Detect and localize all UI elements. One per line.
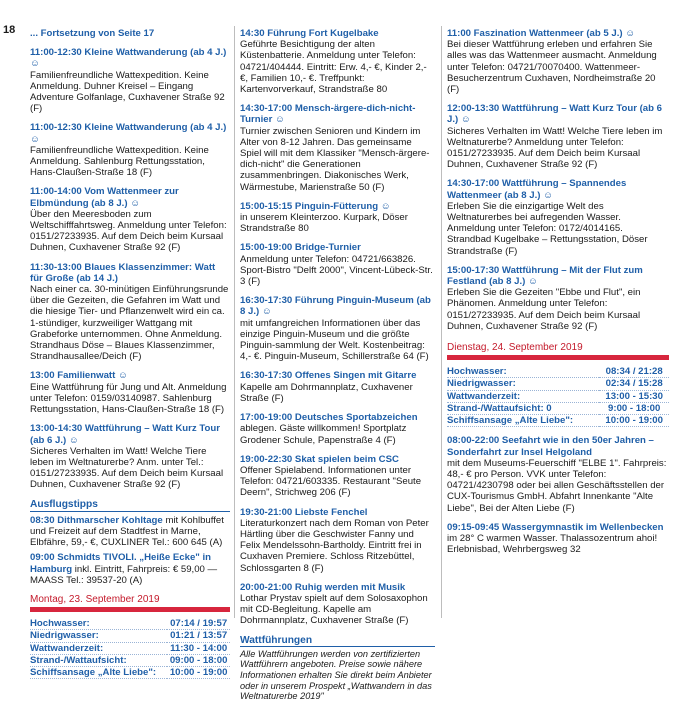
event-entry — [447, 522, 669, 556]
event-body: Über den Meeresboden zum Weltschifffahrtsweg. Anmeldung unter Telefon: 0151/27233935. Auf dem Deich beim Kursaal Duhnen, Cuxhavener Straße 92 (F) — [30, 208, 227, 254]
event-title: 11:30-13:00 Blaues Klassenzimmer: Watt für Große (ab 14 J.) — [30, 261, 216, 284]
event-entry — [240, 103, 435, 193]
watt-heading: Wattführungen — [240, 635, 435, 647]
tide-row — [30, 642, 230, 654]
event-entry — [240, 454, 435, 499]
tide-value: 9:00 - 18:00 — [599, 402, 669, 414]
tide-value: 08:34 / 21:28 — [599, 366, 669, 378]
tide-label: Niedrigwasser: — [30, 630, 167, 642]
tide-row — [447, 366, 669, 378]
event-title: 17:00-19:00 Deutsches Sportabzeichen — [240, 412, 418, 424]
event-body: Nach einer ca. 30-minütigen Einführungsrunde über die Gezeiten, die Gefahren im Watt und die hiesige Tier- und Pflanzenwelt wird ein ca. 1-stündiger, kurzweiliger Wattgang mit Grabeforke unternommen. Ohne Anmeldung. Strandhaus Döse – Blaues Klassenzimmer, Strandhausallee/Deich (F) — [30, 284, 229, 363]
event-entry — [447, 435, 669, 513]
tip-body: inkl. Eintritt, Fahrpreis: € 59,00 —MAASS Tel.: 39537-20 (A) — [30, 563, 218, 586]
event-entry — [240, 507, 435, 574]
event-entry — [240, 412, 435, 446]
tide-label: Schiffsansage „Alte Liebe": — [447, 415, 599, 427]
event-title: 14:30-17:00 Mensch-ärgere-dich-nicht-Turnier ☺ — [240, 103, 416, 126]
event-entry — [30, 186, 230, 253]
tide-value: 13:00 - 15:30 — [599, 390, 669, 402]
tide-row — [30, 618, 230, 630]
tide-label: Strand-/Wattaufsicht: 0 — [447, 402, 599, 414]
event-body: Familienfreundliche Wattexpedition. Keine Anmeldung. Sahlenburg Rettungsstation, Hans-Claußen-Straße 18 (F) — [30, 144, 209, 179]
column-1 — [30, 28, 230, 679]
event-title: 11:00-14:00 Vom Wattenmeer zur Elbmündung (ab 8 J.) ☺ — [30, 186, 179, 209]
event-entry — [240, 582, 435, 627]
event-entry — [30, 370, 230, 415]
event-entry — [447, 178, 669, 256]
event-body: Erleben Sie die einzigartige Welt des Weltnaturerbes bei aufregenden Wasser. Anmeldung unter Telefon: 0172/4014165. Strandbad Kugelbake – Rettungsstation, Döser Strandstraße (F) — [447, 200, 648, 257]
event-entry — [30, 47, 230, 114]
column-3 — [447, 28, 669, 563]
event-body: Anmeldung unter Telefon: 04721/663826. Sport-Bistro "Delft 2000", Vincent-Lübeck-Str. 3 (F) — [240, 253, 433, 288]
tide-value: 07:14 / 19:57 — [167, 618, 230, 630]
event-entry — [447, 103, 669, 170]
tide-row — [30, 630, 230, 642]
event-title: 14:30 Führung Fort Kugelbake — [240, 28, 379, 39]
event-title: 11:00-12:30 Kleine Wattwanderung (ab 4 J.) ☺ — [30, 47, 227, 70]
tide-value: 09:00 - 18:00 — [167, 654, 230, 666]
tide-table — [30, 618, 230, 679]
event-body: Offener Spielabend. Informationen unter Telefon: 04721/603335. Restaurant "Seute Deern", Strichweg 206 (F) — [240, 464, 422, 499]
page-number: 18 — [3, 24, 16, 36]
tide-row — [447, 390, 669, 402]
event-body: mit dem Museums-Feuerschiff "ELBE 1". Fahrpreis: 48,- € pro Person. VVK unter Telefon: 04721/4230798 oder bei allen Geschäftsstellen der CUX-Tourismus GmbH. Abfahrt Innenkante "Alte Liebe", Bei der Alten Liebe (F) — [447, 457, 667, 514]
watt-note: Alle Wattführungen werden von zertifizierten Wattführern angeboten. Preise sowie nähere Informationen erhalten Sie direkt beim Anbieter oder in unserem Prospekt „Wattwandern in das Weltnaturerbe 2019" — [240, 648, 432, 702]
event-body: Lothar Prystav spielt auf dem Solosaxophon mit CD-Begleitung. Kapelle am Dohrmannplatz, Cuxhavener Straße (F) — [240, 592, 428, 627]
event-entry — [447, 28, 669, 95]
tide-label: Schiffsansage „Alte Liebe": — [30, 666, 167, 678]
tide-row — [447, 415, 669, 427]
event-title: 14:30-17:00 Wattführung – Spannendes Wattenmeer (ab 8 J.) ☺ — [447, 178, 627, 201]
event-body: Sicheres Verhalten im Watt! Welche Tiere leben im Weltnaturerbe? Anmeldung unter Telefon: 0151/27233935. Auf dem Deich beim Kursaal Duhnen, Cuxhavener Straße 92 (F) — [447, 125, 663, 171]
tide-value: 01:21 / 13:57 — [167, 630, 230, 642]
event-entry — [240, 370, 435, 404]
event-title: 12:00-13:30 Wattführung – Watt Kurz Tour (ab 6 J.) ☺ — [447, 103, 662, 126]
event-title: 15:00-19:00 Bridge-Turnier — [240, 242, 361, 254]
event-body: mit umfangreichen Informationen über das einzige Pinguin-Museum und die größte Pinguin-sammlung der Welt. Kostenbeitrag: 4,- €. Pinguin-Museum, Schillerstraße 64 (F) — [240, 317, 429, 363]
event-entry — [240, 201, 435, 235]
event-title: 19:00-22:30 Skat spielen beim CSC — [240, 453, 399, 465]
continuation-note: ... Fortsetzung von Seite 17 — [30, 28, 155, 39]
event-title: 11:00-12:30 Kleine Wattwanderung (ab 4 J.) ☺ — [30, 122, 227, 145]
event-body: Literaturkonzert nach dem Roman von Peter Härtling über die Geschwister Fanny und Felix Mendelssohn-Bartholdy. Eintritt frei in Cuxhaven Premiere. Schloss Ritzebüttel, Schlossgarten 8 (F) — [240, 517, 429, 574]
tide-row — [447, 378, 669, 390]
tide-label: Niedrigwasser: — [447, 378, 599, 390]
tip-title: 09:00 Schmidts TIVOLI. „Heiße Ecke" in Hamburg — [30, 552, 212, 575]
tide-table — [447, 366, 669, 427]
event-title: 20:00-21:00 Ruhig werden mit Musik — [240, 581, 406, 593]
tip-title: 08:30 Dithmarscher Kohltage — [30, 514, 163, 526]
event-title: 13:00 Familienwatt ☺ — [30, 370, 128, 382]
event-title: 16:30-17:30 Führung Pinguin-Museum (ab 8 J.) ☺ — [240, 295, 431, 318]
event-body: im 28° C warmen Wasser. Thalassozentrum ahoi! Erlebnisbad, Wehrbergsweg 32 — [447, 532, 658, 556]
event-body: ablegen. Gäste willkommen! Sportplatz Grodener Schule, Papenstraße 4 (F) — [240, 423, 407, 446]
tide-value: 02:34 / 15:28 — [599, 378, 669, 390]
tide-label: Hochwasser: — [447, 366, 599, 378]
event-body: Erleben Sie die Gezeiten "Ebbe und Flut", ein Phänomen. Anmeldung unter Telefon: 0151/27233935. Auf dem Deich beim Kursaal Duhnen, Cuxhavener Straße 92 (F) — [447, 287, 641, 332]
day-heading: Montag, 23. September 2019 — [30, 592, 230, 612]
tip-entry — [30, 515, 230, 549]
event-entry — [30, 262, 230, 363]
event-body: in unserem Kleinterzoo. Kurpark, Döser Strandstraße 80 — [240, 212, 408, 235]
event-body: Kapelle am Dohrmannplatz, Cuxhavener Straße (F) — [240, 381, 413, 404]
event-body: Eine Wattführung für Jung und Alt. Anmeldung unter Telefon: 0159/03140987. Sahlenburg Rettungsstation, Hans-Claußen-Straße 18 (F) — [30, 381, 227, 416]
tips-list — [30, 515, 230, 586]
tide-value: 10:00 - 19:00 — [167, 666, 230, 678]
tide-label: Wattwanderzeit: — [447, 390, 599, 402]
tide-value: 11:30 - 14:00 — [167, 642, 230, 654]
event-title: 15:00-15:15 Pinguin-Fütterung ☺ — [240, 200, 391, 212]
event-entry — [240, 28, 435, 95]
event-title: 13:00-14:30 Wattführung – Watt Kurz Tour (ab 6 J.) ☺ — [30, 423, 220, 446]
tide-row — [30, 666, 230, 678]
event-body: Turnier zwischen Senioren und Kindern im Alter von 8-12 Jahren. Das gemeinsame Spiel will mit dem Klassiker "Mensch-ärgere-dich-nicht" die Generationen zusammenbringen. Diakonisches Werk, Wärmestube, Marienstraße 50 (F) — [240, 125, 430, 193]
column-divider — [441, 26, 442, 618]
tide-label: Strand-/Wattaufsicht: — [30, 654, 167, 666]
event-entry — [240, 295, 435, 362]
tide-row — [447, 402, 669, 414]
tide-value: 10:00 - 19:00 — [599, 415, 669, 427]
event-entry — [30, 122, 230, 178]
tide-row — [30, 654, 230, 666]
tide-label: Wattwanderzeit: — [30, 642, 167, 654]
event-title: 19:30-21:00 Liebste Fenchel — [240, 506, 368, 518]
tip-body: mit Kohlbuffet und Freizeit auf dem Stadtfest in Marne, Elbfähre, 59,- €, CUXLINER Tel.: 600 645 (A) — [30, 514, 224, 549]
tips-heading: Ausflugstipps — [30, 499, 230, 512]
column-divider — [234, 26, 235, 618]
tide-label: Hochwasser: — [30, 618, 167, 630]
event-entry — [30, 423, 230, 490]
event-body: Geführte Besichtigung der alten Küstenbatterie. Anmeldung unter Telefon: 04721/404444. Eintritt: Erw. 4,- €, Kinder 2,- €, Familien 10,- €. Treffpunkt: Kartenvorverkauf, Strandstraße 80 — [240, 39, 427, 96]
event-title: 15:00-17:30 Wattführung – Mit der Flut zum Festland (ab 8 J.) ☺ — [447, 264, 643, 288]
event-entry — [240, 242, 435, 287]
event-title: 16:30-17:30 Offenes Singen mit Gitarre — [240, 370, 417, 382]
day-heading: Dienstag, 24. September 2019 — [447, 340, 669, 360]
column-2 — [240, 28, 435, 702]
event-title: 11:00 Faszination Wattenmeer (ab 5 J.) ☺ — [447, 28, 636, 39]
tip-entry — [30, 552, 230, 586]
event-body: Familienfreundliche Wattexpedition. Keine Anmeldung. Duhner Kreisel – Eingang Adventure Golfanlage, Cuxhavener Straße 92 (F) — [30, 69, 225, 115]
event-entry — [447, 265, 669, 332]
event-body: Bei dieser Wattführung erleben und erfahren Sie alles was das Wattenmeer ausmacht. Anmeldung unter Telefon: 04721/70070400. Wattenmeer-Besucherzentrum Cuxhaven, Nordheimstraße 20 (F) — [447, 39, 657, 96]
event-title: 08:00-22:00 Seefahrt wie in den 50er Jahren – Sonderfahrt zur Insel Helgoland — [447, 435, 654, 458]
event-body: Sicheres Verhalten im Watt! Welche Tiere leben im Weltnaturerbe? Anm. unter Tel.: 0151/27233935. Auf dem Deich beim Kursaal Duhnen, Cuxhavener Straße 92 (F) — [30, 445, 224, 491]
event-title: 09:15-09:45 Wassergymnastik im Wellenbecken — [447, 521, 664, 533]
